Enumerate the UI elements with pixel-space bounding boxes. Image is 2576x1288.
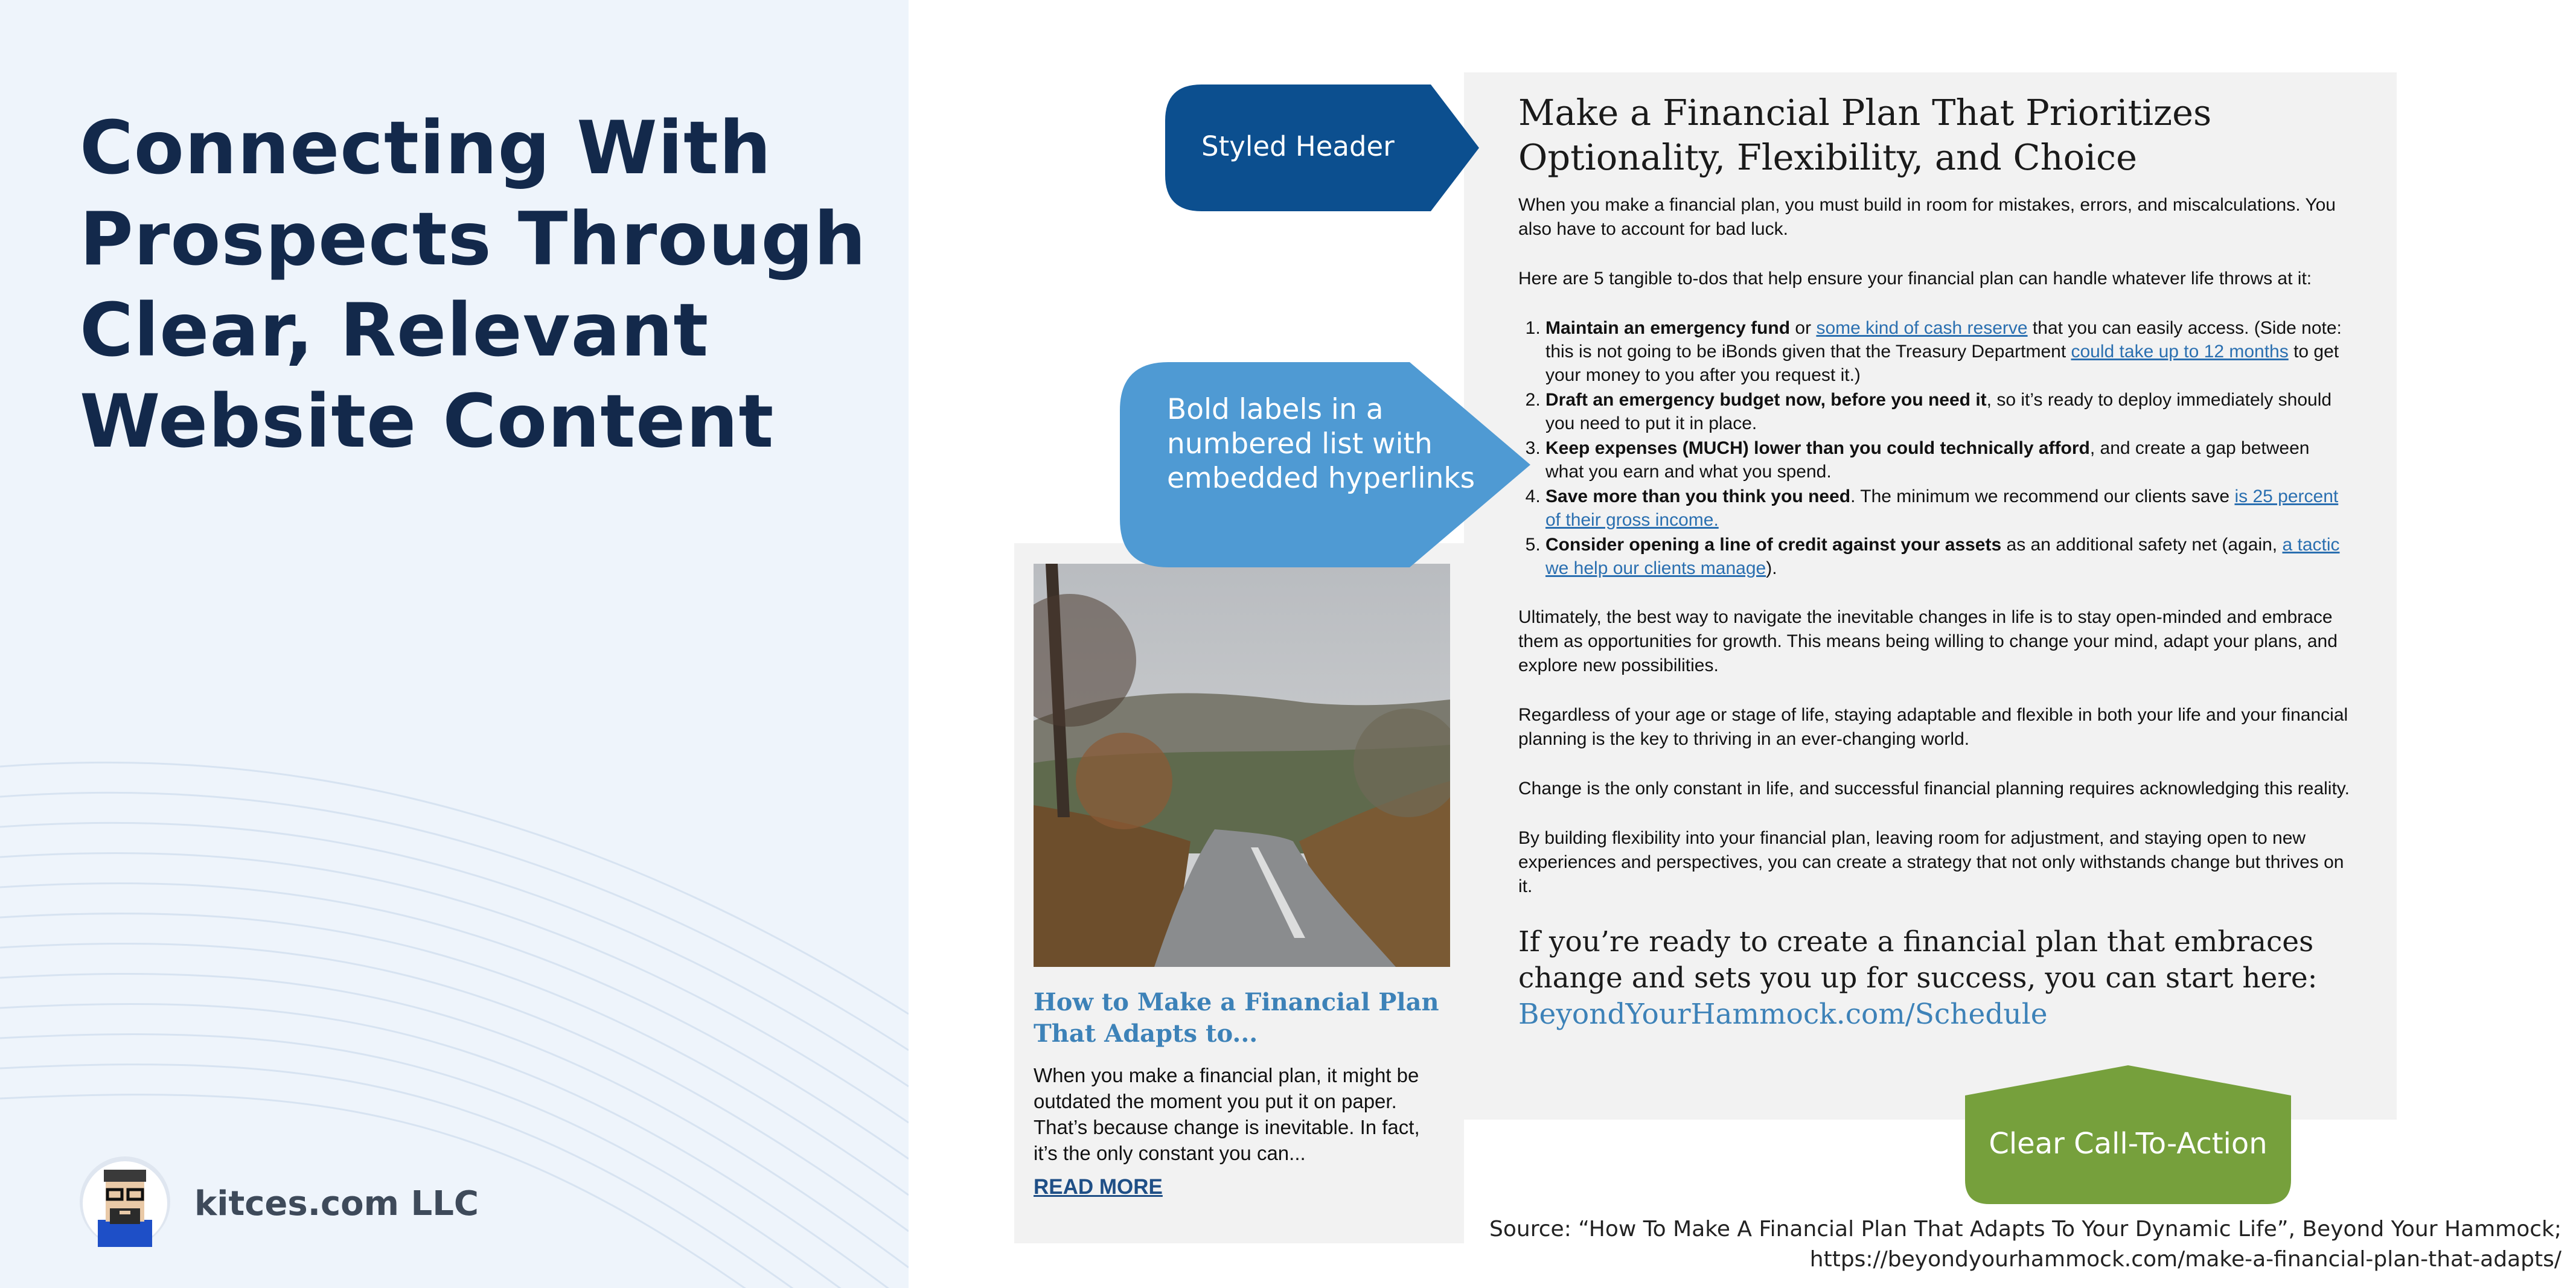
todo-bold-label: Save more than you think you need — [1545, 486, 1851, 506]
todo-text: or — [1790, 318, 1817, 338]
todo-link[interactable]: a tactic we help our clients manage — [1545, 535, 2340, 578]
preview-title[interactable]: How to Make a Financial Plan That Adapts to... — [1034, 988, 1439, 1048]
source-citation — [1489, 1214, 2562, 1275]
cta-text: If you’re ready to create a financial plan that embraces change and sets you up for success, you can start here: — [1518, 925, 2318, 995]
callout-label: Bold labels in a numbered list with embedded hyperlinks — [1167, 393, 1475, 495]
preview-excerpt: When you make a financial plan, it might be outdated the moment you put it on paper. That’s because change is inevitable. In fact, it’s the only constant you can... — [1034, 1064, 1420, 1164]
todo-text: as an additional safety net (again, — [2001, 535, 2283, 555]
callout-styled-header — [1165, 84, 1479, 211]
left-panel — [0, 0, 909, 1288]
callout-numbered-list — [1120, 362, 1530, 567]
source-url: https://beyondyourhammock.com/make-a-financial-plan-that-adapts/ — [1809, 1247, 2562, 1272]
read-more-link[interactable]: READ MORE — [1034, 1175, 1163, 1199]
todo-item — [1545, 316, 2351, 387]
article-todo-intro: Here are 5 tangible to-dos that help ensure your financial plan can handle whatever life throws at it: — [1518, 269, 2312, 289]
article-panel — [1464, 72, 2397, 1120]
todo-text: that you can easily access. (Side note: this is not going to be iBonds given that the Treasury Department — [1545, 318, 2342, 362]
todo-item — [1545, 533, 2351, 580]
todo-item — [1545, 436, 2351, 483]
todo-link[interactable]: could take up to 12 months — [2071, 342, 2289, 362]
callout-label: Styled Header — [1201, 130, 1395, 162]
todo-item — [1545, 388, 2351, 435]
callout-label: Clear Call-To-Action — [1989, 1127, 2268, 1161]
todo-text: ). — [1766, 558, 1777, 578]
schedule-link[interactable]: BeyondYourHammock.com/Schedule — [1518, 998, 2048, 1031]
todo-text: , and create a gap between what you earn and what you spend. — [1545, 438, 2310, 482]
source-line: Source: “How To Make A Financial Plan That Adapts To Your Dynamic Life”, Beyond Your Hammock; — [1489, 1217, 2562, 1242]
todo-bold-label: Maintain an emergency fund — [1545, 318, 1791, 338]
callout-call-to-action — [1965, 1065, 2291, 1204]
article-title: Make a Financial Plan That Prioritizes Optionality, Flexibility, and Choice — [1518, 92, 2212, 178]
todo-bold-label: Consider opening a line of credit against your assets — [1545, 535, 2002, 555]
todo-item — [1545, 485, 2351, 532]
todo-bold-label: Keep expenses (MUCH) lower than you could technically afford — [1545, 438, 2090, 458]
brand-name: kitces.com LLC — [194, 1184, 479, 1223]
article-paragraph: Change is the only constant in life, and successful financial planning requires acknowledging this reality. — [1518, 779, 2350, 799]
slide-title: Connecting With Prospects Through Clear, Relevant Website Content — [80, 106, 867, 464]
article-preview-card — [1014, 543, 1464, 1243]
road-landscape-image — [1034, 564, 1450, 967]
todo-text: , so it’s ready to deploy immediately should you need to put it in place. — [1545, 390, 2332, 433]
avatar — [80, 1156, 170, 1247]
todo-list — [1518, 316, 2351, 580]
todo-text: to get your money to you after you request it.) — [1545, 342, 2339, 385]
todo-link[interactable]: is 25 percent of their gross income. — [1545, 486, 2339, 530]
article-paragraph: By building flexibility into your financial plan, leaving room for adjustment, and staying open to new experiences and perspectives, you can create a strategy that not only withstands change but thrives on it. — [1518, 828, 2344, 896]
todo-bold-label: Draft an emergency budget now, before you need it — [1545, 390, 1987, 410]
article-intro: When you make a financial plan, you must build in room for mistakes, errors, and miscalculations. You also have to account for bad luck. — [1518, 195, 2336, 239]
todo-link[interactable]: some kind of cash reserve — [1816, 318, 2028, 338]
article-paragraph: Ultimately, the best way to navigate the inevitable changes in life is to stay open-minded and embrace them as opportunities for growth. This means being willing to change your mind, adapt your plans, and explore new possibilities. — [1518, 607, 2338, 675]
article-paragraph: Regardless of your age or stage of life, staying adaptable and flexible in both your life and your financial planning is the key to thriving in an ever-changing world. — [1518, 705, 2348, 749]
todo-text: . The minimum we recommend our clients save — [1850, 486, 2235, 506]
